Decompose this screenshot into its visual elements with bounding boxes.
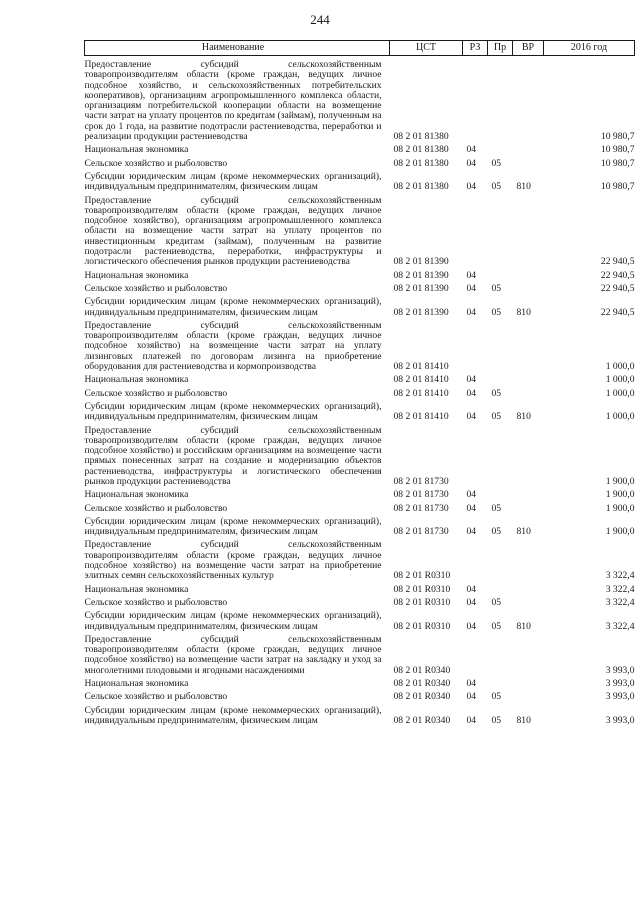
table-row	[85, 423, 635, 488]
header-name: Наименование	[85, 41, 390, 56]
table-row	[85, 676, 635, 689]
row-pr	[488, 487, 513, 500]
row-cst: 08 2 01 81730	[393, 526, 449, 538]
row-pr	[488, 372, 513, 385]
table-row	[85, 193, 635, 268]
table-row	[85, 56, 635, 143]
table-row	[85, 487, 635, 500]
row-cst: 08 2 01 R0340	[393, 678, 451, 690]
row-name: Субсидии юридическим лицам (кроме некоммерческих организаций), индивидуальным предпринимателям, физическим лицам	[84, 170, 382, 193]
row-pr: 05	[491, 620, 502, 632]
row-vr: 810	[516, 714, 531, 726]
row-amount: 1 900,0	[605, 502, 635, 514]
row-vr	[513, 582, 544, 595]
header-cst: ЦСТ	[390, 41, 463, 56]
row-name: Предоставление субсидий сельскохозяйственным товаропроизводителям области (кроме граждан, ведущих личное подсобное хозяйство) на возмещение части затрат на уплату лизинговых платежей по договорам лизинга на приобретение оборудования для растениеводства и кормопроизводства	[84, 319, 382, 373]
row-rz: 04	[466, 181, 477, 193]
row-cst: 08 2 01 81730	[393, 502, 449, 514]
table-row	[85, 386, 635, 399]
row-name: Субсидии юридическим лицам (кроме некоммерческих организаций), индивидуальным предпринимателям, физическим лицам	[84, 400, 382, 423]
row-rz	[463, 193, 488, 268]
row-rz: 04	[466, 714, 477, 726]
table-row	[85, 514, 635, 538]
table-header	[85, 41, 635, 56]
row-amount: 1 900,0	[605, 489, 635, 501]
row-name: Сельское хозяйство и рыболовство	[84, 157, 228, 169]
row-name: Субсидии юридическим лицам (кроме некоммерческих организаций), индивидуальным предпринимателям, физическим лицам	[84, 296, 382, 318]
row-rz: 04	[466, 157, 477, 169]
row-rz: 04	[466, 620, 477, 632]
table-row	[85, 582, 635, 595]
row-rz: 04	[466, 282, 477, 294]
row-rz: 04	[466, 269, 477, 281]
row-rz: 04	[466, 411, 477, 423]
row-name: Предоставление субсидий сельскохозяйственным товаропроизводителям области (кроме граждан, ведущих личное подсобное хозяйство) и российским организациям на возмещение части прямых понесенных затрат на создание и модернизацию объектов растениеводства, инфраструктуры и логистического обеспечения рынков продукции растениеводства	[84, 424, 382, 487]
row-pr: 05	[491, 306, 502, 318]
row-pr: 05	[491, 714, 502, 726]
row-amount: 1 000,0	[605, 361, 635, 373]
row-amount: 3 322,4	[605, 596, 635, 608]
row-name: Сельское хозяйство и рыболовство	[84, 691, 228, 703]
row-pr	[488, 676, 513, 689]
row-pr: 05	[491, 282, 502, 294]
row-rz: 04	[466, 596, 477, 608]
row-name: Национальная экономика	[84, 269, 189, 281]
row-name: Национальная экономика	[84, 678, 189, 690]
row-cst: 08 2 01 R0310	[393, 570, 451, 582]
row-cst: 08 2 01 81380	[393, 131, 449, 143]
row-pr: 05	[491, 526, 502, 538]
row-rz: 04	[466, 374, 477, 386]
header-year: 2016 год	[544, 41, 635, 56]
table-row	[85, 156, 635, 169]
table-row	[85, 281, 635, 294]
row-name: Национальная экономика	[84, 489, 189, 501]
row-cst: 08 2 01 81390	[393, 306, 449, 318]
row-pr	[488, 142, 513, 155]
row-cst: 08 2 01 81380	[393, 157, 449, 169]
table-row	[85, 399, 635, 423]
row-vr	[513, 501, 544, 514]
row-pr: 05	[491, 596, 502, 608]
row-pr	[488, 268, 513, 281]
row-rz	[463, 318, 488, 372]
row-vr: 810	[516, 526, 531, 538]
row-amount: 1 900,0	[605, 526, 635, 538]
row-rz: 04	[466, 502, 477, 514]
table-row	[85, 169, 635, 193]
row-cst: 08 2 01 R0340	[393, 714, 451, 726]
row-rz: 04	[466, 387, 477, 399]
row-vr	[513, 676, 544, 689]
table-row	[85, 537, 635, 581]
header-pr: Пр	[488, 41, 513, 56]
row-vr	[513, 537, 544, 581]
header-rz: РЗ	[463, 41, 488, 56]
row-vr	[513, 372, 544, 385]
row-rz: 04	[466, 526, 477, 538]
row-pr	[488, 318, 513, 372]
row-pr: 05	[491, 411, 502, 423]
row-rz	[463, 537, 488, 581]
row-vr	[513, 268, 544, 281]
row-vr	[513, 193, 544, 268]
row-amount: 22 940,5	[600, 306, 635, 318]
row-amount: 22 940,5	[600, 282, 635, 294]
table-row	[85, 142, 635, 155]
row-cst: 08 2 01 81390	[393, 256, 449, 268]
row-cst: 08 2 01 81380	[393, 181, 449, 193]
row-cst: 08 2 01 81390	[393, 269, 449, 281]
table-row	[85, 294, 635, 318]
table-row	[85, 689, 635, 702]
row-amount: 10 980,7	[600, 144, 635, 156]
row-rz: 04	[466, 306, 477, 318]
row-pr	[488, 423, 513, 488]
page-number: 244	[310, 12, 330, 27]
row-amount: 3 322,4	[605, 583, 635, 595]
row-name: Субсидии юридическим лицам (кроме некоммерческих организаций), индивидуальным предпринимателям, физическим лицам	[84, 704, 382, 726]
row-name: Сельское хозяйство и рыболовство	[84, 387, 228, 399]
row-vr	[513, 156, 544, 169]
row-rz: 04	[466, 583, 477, 595]
row-amount: 1 000,0	[605, 387, 635, 399]
row-name: Предоставление субсидий сельскохозяйственным товаропроизводителям области (кроме граждан, ведущих личное подсобное хозяйство, и сельскохозяйственных потребительских кооперативов), организациям агропромышленного комплекса области, организациям потребительской кооперации области на возмещение части затрат на уплату процентов по кредитам (займам), полученным на срок до 1 года, на развитие подотрасли растениеводства, переработки и реализации продукции растениеводства	[84, 59, 382, 143]
row-rz	[463, 56, 488, 143]
row-rz: 04	[466, 489, 477, 501]
row-vr	[513, 689, 544, 702]
row-pr	[488, 632, 513, 676]
table-row	[85, 632, 635, 676]
row-amount: 10 980,7	[600, 181, 635, 193]
row-rz	[463, 632, 488, 676]
row-cst: 08 2 01 R0340	[393, 691, 451, 703]
row-amount: 3 993,0	[605, 664, 635, 676]
row-pr: 05	[491, 502, 502, 514]
header-row	[85, 41, 635, 56]
row-amount: 1 000,0	[605, 411, 635, 423]
table-body	[85, 56, 635, 727]
row-amount: 3 322,4	[605, 570, 635, 582]
row-amount: 3 993,0	[605, 678, 635, 690]
row-pr	[488, 193, 513, 268]
row-name: Субсидии юридическим лицам (кроме некоммерческих организаций), индивидуальным предпринимателям, физическим лицам	[84, 610, 382, 632]
row-pr: 05	[491, 691, 502, 703]
table-row	[85, 372, 635, 385]
row-rz	[463, 423, 488, 488]
row-cst: 08 2 01 R0340	[393, 664, 451, 676]
row-cst: 08 2 01 81730	[393, 475, 449, 487]
row-vr	[513, 423, 544, 488]
row-name: Предоставление субсидий сельскохозяйственным товаропроизводителям области (кроме граждан, ведущих личное подсобное хозяйство) на возмещение части затрат на приобретение элитных семян сельскохозяйственных культур	[84, 539, 382, 582]
row-vr: 810	[516, 411, 531, 423]
row-pr: 05	[491, 181, 502, 193]
table-row	[85, 608, 635, 632]
table-row	[85, 318, 635, 372]
row-vr	[513, 386, 544, 399]
row-amount: 3 322,4	[605, 620, 635, 632]
row-pr: 05	[491, 387, 502, 399]
header-vr: ВР	[513, 41, 544, 56]
row-pr	[488, 56, 513, 143]
row-vr	[513, 142, 544, 155]
row-name: Предоставление субсидий сельскохозяйственным товаропроизводителям области (кроме граждан, ведущих личное подсобное хозяйство) на возмещение части затрат на закладку и уход за многолетними плодовыми и ягодными насаждениями	[84, 633, 382, 676]
row-cst: 08 2 01 81380	[393, 144, 449, 156]
row-cst: 08 2 01 81410	[393, 387, 449, 399]
row-pr: 05	[491, 157, 502, 169]
row-pr	[488, 537, 513, 581]
row-amount: 10 980,7	[600, 157, 635, 169]
row-rz: 04	[466, 678, 477, 690]
row-name: Сельское хозяйство и рыболовство	[84, 282, 228, 294]
row-amount: 10 980,7	[600, 131, 635, 143]
row-cst: 08 2 01 81730	[393, 489, 449, 501]
row-vr	[513, 595, 544, 608]
row-name: Национальная экономика	[84, 583, 189, 595]
row-name: Сельское хозяйство и рыболовство	[84, 596, 228, 608]
row-amount: 1 000,0	[605, 374, 635, 386]
row-cst: 08 2 01 81390	[393, 282, 449, 294]
row-cst: 08 2 01 R0310	[393, 583, 451, 595]
table-row	[85, 595, 635, 608]
row-vr	[513, 56, 544, 143]
row-rz: 04	[466, 691, 477, 703]
table-row	[85, 268, 635, 281]
row-amount: 3 993,0	[605, 691, 635, 703]
row-cst: 08 2 01 R0310	[393, 596, 451, 608]
row-cst: 08 2 01 81410	[393, 361, 449, 373]
row-name: Сельское хозяйство и рыболовство	[84, 502, 228, 514]
row-vr: 810	[516, 306, 531, 318]
row-cst: 08 2 01 R0310	[393, 620, 451, 632]
row-vr	[513, 487, 544, 500]
row-cst: 08 2 01 81410	[393, 411, 449, 423]
budget-table	[84, 40, 635, 726]
row-rz: 04	[466, 144, 477, 156]
row-vr	[513, 632, 544, 676]
row-name: Национальная экономика	[84, 374, 189, 386]
row-vr	[513, 281, 544, 294]
table-row	[85, 501, 635, 514]
row-name: Национальная экономика	[84, 144, 189, 156]
row-vr: 810	[516, 181, 531, 193]
row-name: Субсидии юридическим лицам (кроме некоммерческих организаций), индивидуальным предпринимателям, физическим лицам	[84, 515, 382, 538]
row-pr	[488, 582, 513, 595]
table-row	[85, 703, 635, 727]
row-name: Предоставление субсидий сельскохозяйственным товаропроизводителям области (кроме граждан, ведущих личное подсобное хозяйство), организациям агропромышленного комплекса области на возмещение части затрат на уплату процентов по инвестиционным кредитам (займам), полученным на развитие подотрасли растениеводства, переработки, инфраструктуры и логистического обеспечения рынков продукции растениеводства	[84, 194, 382, 268]
row-cst: 08 2 01 81410	[393, 374, 449, 386]
row-vr: 810	[516, 620, 531, 632]
row-amount: 3 993,0	[605, 714, 635, 726]
row-vr	[513, 318, 544, 372]
row-amount: 22 940,5	[600, 256, 635, 268]
row-amount: 22 940,5	[600, 269, 635, 281]
row-amount: 1 900,0	[605, 475, 635, 487]
